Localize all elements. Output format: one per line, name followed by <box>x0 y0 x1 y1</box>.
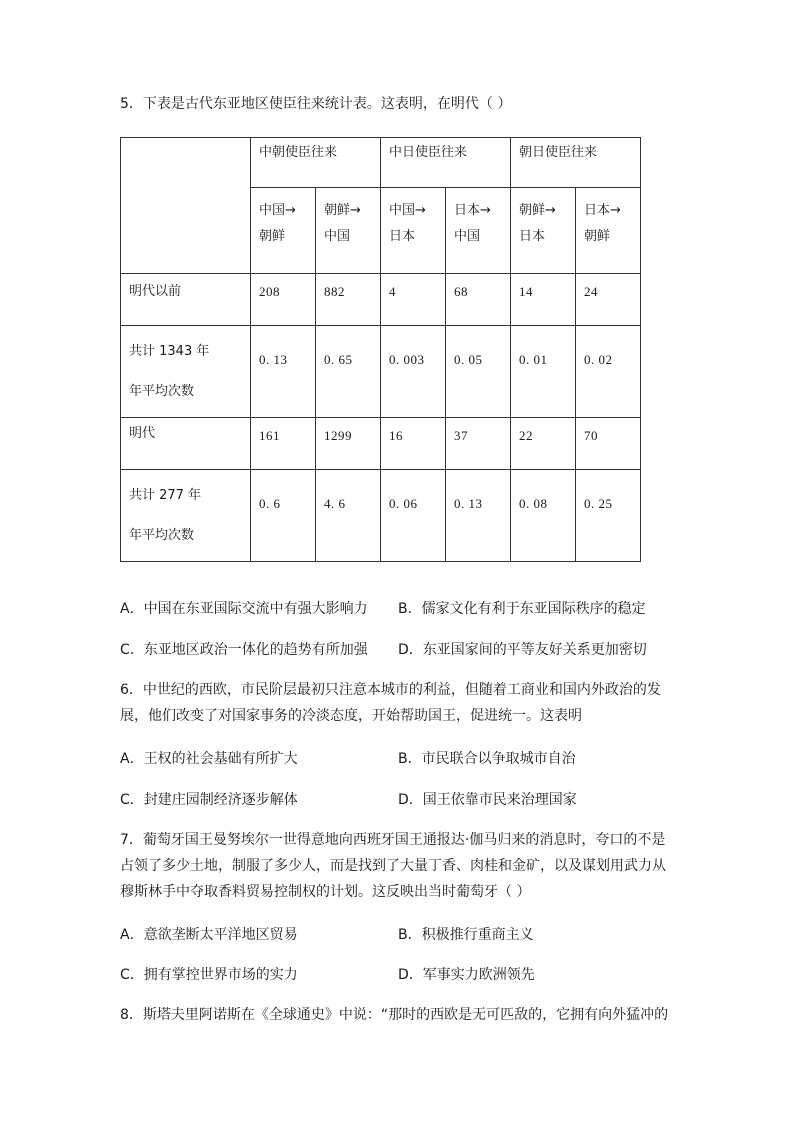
q7-stem-line1: 7．葡萄牙国王曼努埃尔一世得意地向西班牙国王通报达·伽马归来的消息时，夸口的不是 <box>120 832 666 848</box>
table-corner-cell <box>121 138 251 274</box>
q8-stem-line1: 8．斯塔夫里阿诺斯在《全球通史》中说：“那时的西欧是无可匹敌的，它拥有向外猛冲的 <box>120 1007 669 1023</box>
table-cell: 882 <box>316 274 381 326</box>
table-cell: 4. 6 <box>316 470 381 562</box>
table-cell: 24 <box>576 274 641 326</box>
table-cell: 14 <box>511 274 576 326</box>
q6-option-d[interactable]: D．国王依靠市民来治理国家 <box>398 792 577 808</box>
q5-option-a[interactable]: A．中国在东亚国际交流中有强大影响力 <box>120 601 368 617</box>
row-label: 明代 <box>121 418 251 470</box>
row-label: 明代以前 <box>121 274 251 326</box>
table-row <box>121 274 641 326</box>
table-cell: 0. 6 <box>251 470 316 562</box>
q5-stem: 5．下表是古代东亚地区使臣往来统计表。这表明，在明代（ ） <box>120 96 512 112</box>
sub-header: 朝鲜→ 日本 <box>511 188 576 274</box>
q6-option-b[interactable]: B．市民联合以争取城市自治 <box>398 751 576 767</box>
table-cell: 22 <box>511 418 576 470</box>
row-label: 共计 277 年 年平均次数 <box>121 470 251 562</box>
sub-header: 中国→ 朝鲜 <box>251 188 316 274</box>
table-cell: 4 <box>381 274 446 326</box>
q5-option-b[interactable]: B．儒家文化有利于东亚国际秩序的稳定 <box>398 601 646 617</box>
q6-stem-line1: 6．中世纪的西欧，市民阶层最初只注意本城市的利益，但随着工商业和国内外政治的发 <box>120 682 661 698</box>
q7-stem-line3: 穆斯林手中夺取香料贸易控制权的计划。这反映出当时葡萄牙（ ） <box>120 884 531 900</box>
group-header-korea-japan: 朝日使臣往来 <box>511 138 641 188</box>
table-cell: 16 <box>381 418 446 470</box>
sub-header: 朝鲜→ 中国 <box>316 188 381 274</box>
q7-option-a[interactable]: A．意欲垄断太平洋地区贸易 <box>120 927 298 943</box>
table-cell: 0. 01 <box>511 326 576 418</box>
q6-option-a[interactable]: A．王权的社会基础有所扩大 <box>120 751 298 767</box>
table-row <box>121 418 641 470</box>
envoy-statistics-table <box>120 137 641 562</box>
table-cell: 0. 003 <box>381 326 446 418</box>
table-cell: 68 <box>446 274 511 326</box>
sub-header: 中国→ 日本 <box>381 188 446 274</box>
table-row <box>121 326 641 418</box>
q5-option-c[interactable]: C．东亚地区政治一体化的趋势有所加强 <box>120 642 368 658</box>
q6-stem-line2: 展，他们改变了对国家事务的冷淡态度，开始帮助国王，促进统一。这表明 <box>120 708 582 724</box>
table-cell: 208 <box>251 274 316 326</box>
table-cell: 1299 <box>316 418 381 470</box>
sub-header: 日本→ 中国 <box>446 188 511 274</box>
table-cell: 0. 05 <box>446 326 511 418</box>
table-cell: 0. 13 <box>446 470 511 562</box>
table-cell: 0. 06 <box>381 470 446 562</box>
table-cell: 0. 65 <box>316 326 381 418</box>
q7-option-d[interactable]: D．军事实力欧洲领先 <box>398 967 535 983</box>
table-cell: 0. 13 <box>251 326 316 418</box>
group-header-china-korea: 中朝使臣往来 <box>251 138 381 188</box>
table-cell: 37 <box>446 418 511 470</box>
q7-option-b[interactable]: B．积极推行重商主义 <box>398 927 534 943</box>
sub-header: 日本→ 朝鲜 <box>576 188 641 274</box>
row-label: 共计 1343 年 年平均次数 <box>121 326 251 418</box>
table-cell: 0. 02 <box>576 326 641 418</box>
table-cell: 0. 25 <box>576 470 641 562</box>
table-row <box>121 470 641 562</box>
table-cell: 0. 08 <box>511 470 576 562</box>
q7-stem-line2: 占领了多少土地，制服了多少人，而是找到了大量丁香、肉桂和金矿，以及谋划用武力从 <box>120 858 666 874</box>
q6-option-c[interactable]: C．封建庄园制经济逐步解体 <box>120 792 298 808</box>
q5-option-d[interactable]: D．东亚国家间的平等友好关系更加密切 <box>398 642 647 658</box>
group-header-china-japan: 中日使臣往来 <box>381 138 511 188</box>
table-cell: 161 <box>251 418 316 470</box>
table-cell: 70 <box>576 418 641 470</box>
q7-option-c[interactable]: C．拥有掌控世界市场的实力 <box>120 967 298 983</box>
